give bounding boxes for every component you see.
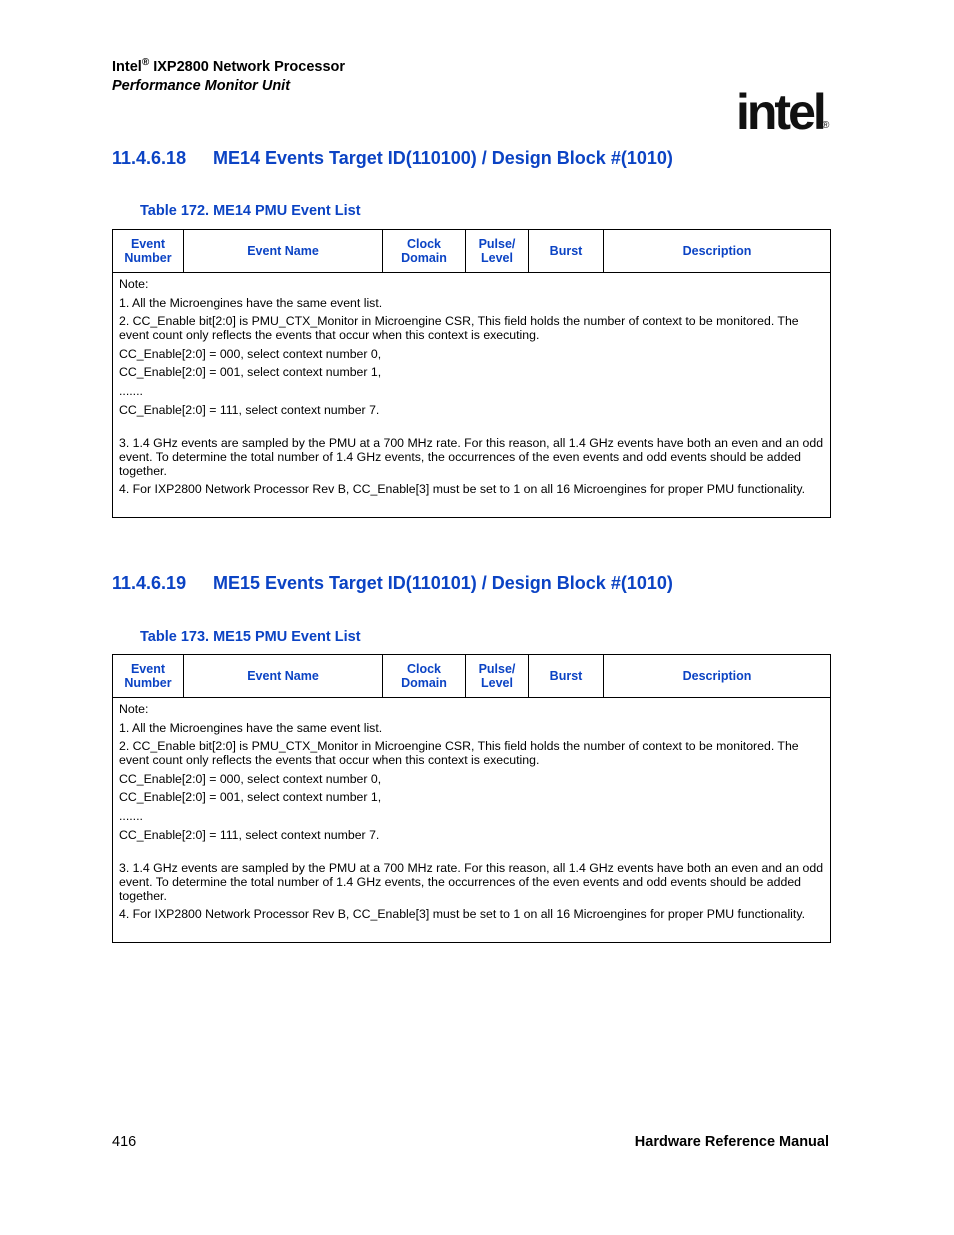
col-event-name: Event Name — [184, 230, 383, 273]
event-table-1 — [112, 229, 831, 518]
note-line: 3. 1.4 GHz events are sampled by the PMU at a 700 MHz rate. For this reason, all 1.4 GHz events have both an even and an odd event. To determine the total number of 1.4 GHz events, the occurrences of the even events and odd events should be added together. — [119, 435, 824, 478]
note-line: 2. CC_Enable bit[2:0] is PMU_CTX_Monitor in Microengine CSR, This field holds the number of context to be monitored. The event count only reflects the events that occur when this context is executing. — [119, 739, 799, 768]
col-description: Description — [604, 230, 831, 273]
note-line: 4. For IXP2800 Network Processor Rev B, CC_Enable[3] must be set to 1 on all 16 Microengines for proper PMU functionality. — [119, 907, 805, 922]
registered-mark: ® — [141, 57, 150, 68]
note-line: Note: — [119, 702, 149, 716]
note-line: CC_Enable[2:0] = 000, select context number 0, — [119, 346, 382, 361]
note-line: CC_Enable[2:0] = 111, select context number 7. — [119, 402, 380, 417]
col-event-number: Event Number — [113, 655, 184, 698]
running-header — [112, 58, 345, 96]
table-caption-1: Table 172. ME14 PMU Event List — [140, 203, 361, 219]
page-number: 416 — [112, 1134, 137, 1150]
note-line: Note: — [119, 277, 149, 291]
note-line: 3. 1.4 GHz events are sampled by the PMU at a 700 MHz rate. For this reason, all 1.4 GHz events have both an even and an odd event. To determine the total number of 1.4 GHz events, the occurrences of the even events and odd events should be added together. — [119, 860, 824, 903]
col-description: Description — [604, 655, 831, 698]
section-heading-1 — [112, 148, 673, 169]
notes-cell — [113, 273, 831, 518]
note-line: 1. All the Microengines have the same event list. — [119, 720, 383, 735]
note-line: CC_Enable[2:0] = 001, select context number 1, — [119, 790, 382, 805]
note-line: 2. CC_Enable bit[2:0] is PMU_CTX_Monitor in Microengine CSR, This field holds the number of context to be monitored. The event count only reflects the events that occur when this context is executing. — [119, 314, 799, 343]
table-caption-2: Table 173. ME15 PMU Event List — [140, 629, 361, 645]
col-event-number: Event Number — [113, 230, 184, 273]
col-pulse-level: Pulse/ Level — [466, 655, 529, 698]
note-line: 4. For IXP2800 Network Processor Rev B, CC_Enable[3] must be set to 1 on all 16 Microengines for proper PMU functionality. — [119, 482, 805, 497]
col-burst: Burst — [529, 655, 604, 698]
header-chapter: Performance Monitor Unit — [112, 78, 291, 94]
notes-row — [113, 273, 831, 518]
manual-title: Hardware Reference Manual — [634, 1134, 829, 1150]
section-title: ME15 Events Target ID(110101) / Design Block #(1010) — [213, 573, 673, 593]
notes-cell — [113, 698, 831, 943]
note-line: 1. All the Microengines have the same event list. — [119, 295, 383, 310]
section-title: ME14 Events Target ID(110100) / Design Block #(1010) — [213, 148, 673, 168]
col-burst: Burst — [529, 230, 604, 273]
col-event-name: Event Name — [184, 655, 383, 698]
note-line: ....... — [119, 808, 143, 823]
notes-row — [113, 698, 831, 943]
table-header-row — [113, 655, 831, 698]
table-header-row — [113, 230, 831, 273]
note-line: ....... — [119, 383, 143, 398]
intel-logo — [736, 84, 836, 150]
header-product-line — [112, 58, 345, 77]
logo-wordmark: intel — [736, 84, 824, 140]
note-line: CC_Enable[2:0] = 000, select context number 0, — [119, 771, 382, 786]
header-product: IXP2800 Network Processor — [153, 59, 346, 75]
event-table-2 — [112, 654, 831, 943]
section-number: 11.4.6.18 — [112, 148, 187, 168]
col-pulse-level: Pulse/ Level — [466, 230, 529, 273]
header-company: Intel — [112, 59, 142, 75]
section-number: 11.4.6.19 — [112, 573, 187, 593]
note-line: CC_Enable[2:0] = 001, select context number 1, — [119, 365, 382, 380]
note-line: CC_Enable[2:0] = 111, select context number 7. — [119, 827, 380, 842]
section-heading-2 — [112, 573, 673, 594]
col-clock-domain: Clock Domain — [383, 230, 466, 273]
col-clock-domain: Clock Domain — [383, 655, 466, 698]
logo-reg-mark: ® — [822, 120, 830, 131]
